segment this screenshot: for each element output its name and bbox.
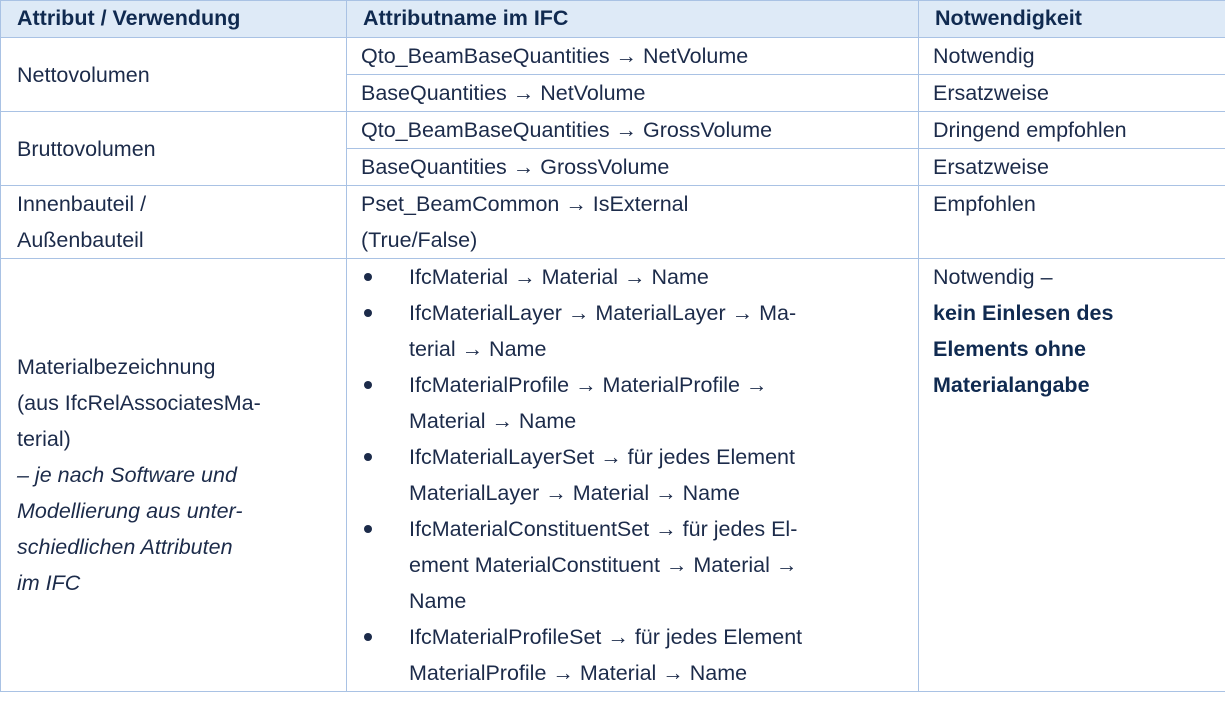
- row-label-materialbezeichnung: [1, 259, 347, 692]
- table-row: [1, 112, 1225, 149]
- header-attributname: Attributname im IFC: [347, 1, 919, 38]
- note-line: – je nach Software und: [17, 463, 237, 487]
- attr-line: Pset_BeamCommon → IsExternal: [361, 192, 689, 216]
- need-emphasis-line: Materialangabe: [933, 373, 1090, 397]
- label-line: (aus IfcRelAssociatesMa-: [17, 391, 261, 415]
- need-cell: Ersatzweise: [919, 75, 1225, 112]
- table-row: [1, 38, 1225, 75]
- list-item: [361, 439, 918, 511]
- attr-cell: BaseQuantities → NetVolume: [347, 75, 919, 112]
- header-row: [1, 1, 1225, 38]
- list-item-line: ement MaterialConstituent → Material →: [409, 553, 798, 577]
- row-label-nettovolumen: Nettovolumen: [1, 38, 347, 112]
- note-line: schiedlichen Attributen: [17, 535, 233, 559]
- need-line: Notwendig –: [933, 265, 1053, 289]
- label-line: Innenbauteil /: [17, 192, 147, 216]
- list-item-line: IfcMaterialConstituentSet → für jedes El-: [409, 517, 798, 541]
- row-label-innenbauteil: [1, 186, 347, 259]
- list-item-line: Name: [409, 589, 467, 613]
- need-emphasis-line: Elements ohne: [933, 337, 1086, 361]
- list-item-line: MaterialLayer → Material → Name: [409, 481, 740, 505]
- need-cell: Dringend empfohlen: [919, 112, 1225, 149]
- label-line: Außenbauteil: [17, 228, 144, 252]
- list-item-line: terial → Name: [409, 337, 547, 361]
- list-item-line: IfcMaterialLayerSet → für jedes Element: [409, 445, 795, 469]
- list-item-line: IfcMaterialProfile → MaterialProfile →: [409, 373, 768, 397]
- header-notwendigkeit: Notwendigkeit: [919, 1, 1225, 38]
- list-item: [361, 619, 918, 691]
- label-line: Materialbezeichnung: [17, 355, 216, 379]
- list-item-line: Material → Name: [409, 409, 577, 433]
- attr-cell: Qto_BeamBaseQuantities → GrossVolume: [347, 112, 919, 149]
- list-item-line: IfcMaterialLayer → MaterialLayer → Ma-: [409, 301, 797, 325]
- need-cell: Empfohlen: [919, 186, 1225, 259]
- list-item: [361, 259, 918, 295]
- attr-cell: Qto_BeamBaseQuantities → NetVolume: [347, 38, 919, 75]
- list-item: [361, 295, 918, 367]
- note-line: Modellierung aus unter-: [17, 499, 243, 523]
- label-line: terial): [17, 427, 71, 451]
- note-line: im IFC: [17, 571, 81, 595]
- attr-line: (True/False): [361, 228, 478, 252]
- list-item-line: IfcMaterial → Material → Name: [409, 265, 709, 289]
- list-item-line: IfcMaterialProfileSet → für jedes Element: [409, 625, 803, 649]
- list-item: [361, 367, 918, 439]
- need-cell: Notwendig: [919, 38, 1225, 75]
- list-item: [361, 511, 918, 619]
- table-row: [1, 259, 1225, 692]
- need-cell: Ersatzweise: [919, 149, 1225, 186]
- attr-cell: [347, 186, 919, 259]
- need-emphasis-line: kein Einlesen des: [933, 301, 1114, 325]
- attr-cell: [347, 259, 919, 692]
- attr-cell: BaseQuantities → GrossVolume: [347, 149, 919, 186]
- header-attribut: Attribut / Verwendung: [1, 1, 347, 38]
- material-attribute-list: [361, 259, 918, 691]
- list-item-line: MaterialProfile → Material → Name: [409, 661, 748, 685]
- row-label-bruttovolumen: Bruttovolumen: [1, 112, 347, 186]
- need-cell: [919, 259, 1225, 692]
- table-row: [1, 186, 1225, 259]
